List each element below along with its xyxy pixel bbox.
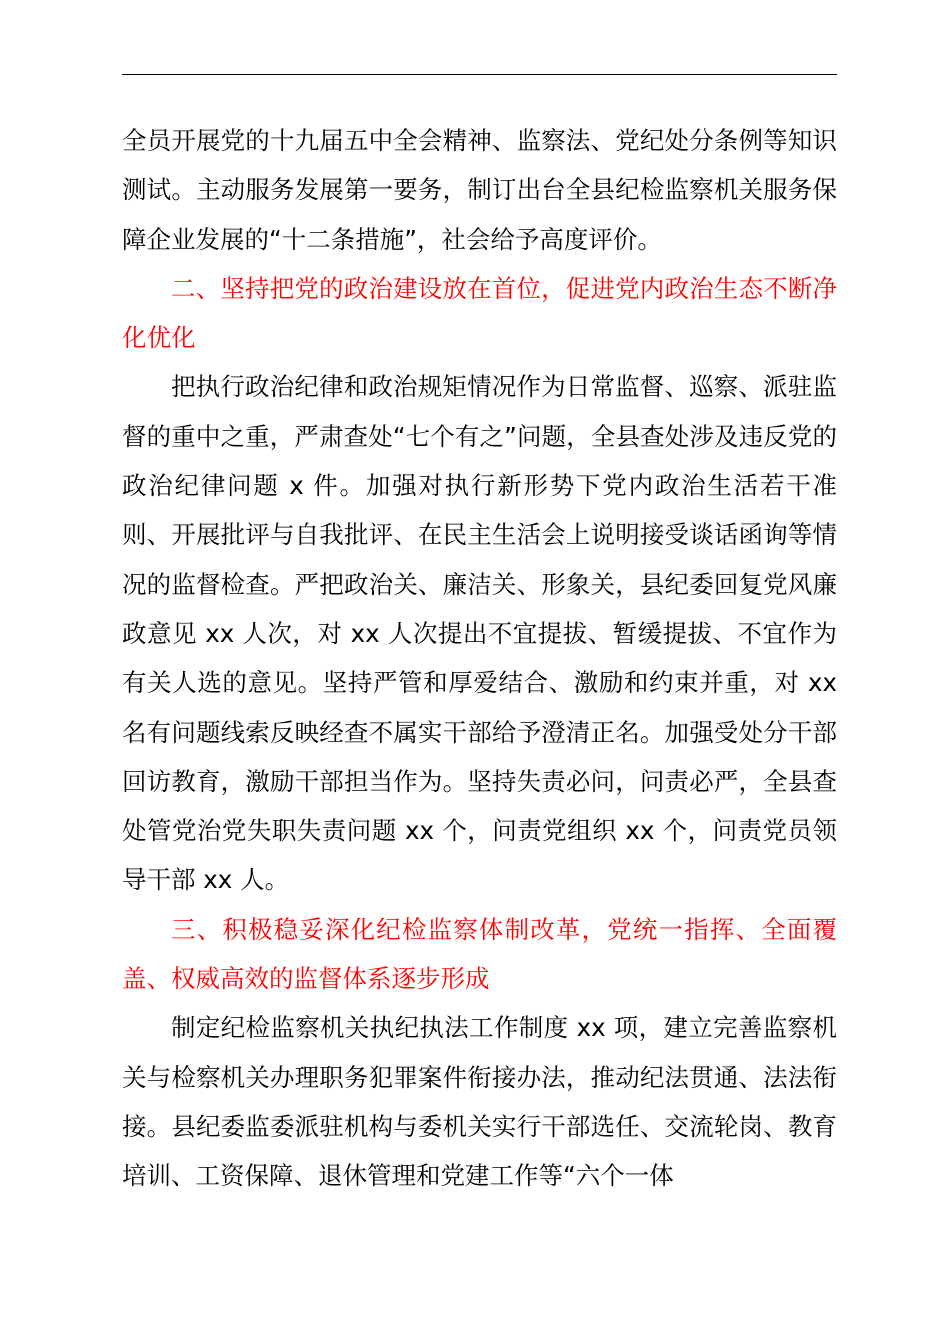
paragraph-1: 全员开展党的十九届五中全会精神、监察法、党纪处分条例等知识测试。主动服务发展第一要务，制订出台全县纪检监察机关服务保障企业发展的“十二条措施”，社会给予高度评价。 <box>122 126 837 254</box>
document-body <box>122 116 837 1201</box>
section-heading-2: 二、坚持把党的政治建设放在首位，促进党内政治生态不断净化优化 <box>122 273 837 353</box>
header-rule <box>122 74 837 75</box>
paragraph-3: 制定纪检监察机关执纪执法工作制度 xx 项，建立完善监察机关与检察机关办理职务犯罪案件衔接办法，推动纪法贯通、法法衔接。县纪委监委派驻机构与委机关实行干部选任、交流轮岗、教育培训、工资保障、退休管理和党建工作等“六个一体 <box>122 1013 837 1191</box>
section-heading-3: 三、积极稳妥深化纪检监察体制改革，党统一指挥、全面覆盖、权威高效的监督体系逐步形成 <box>122 914 837 994</box>
paragraph-2: 把执行政治纪律和政治规矩情况作为日常监督、巡察、派驻监督的重中之重，严肃查处“七个有之”问题，全县查处涉及违反党的政治纪律问题 x 件。加强对执行新形势下党内政治生活若干准则、开展批评与自我批评、在民主生活会上说明接受谈话函询等情况的监督检查。严把政治关、廉洁关、形象关，县纪委回复党风廉政意见 xx 人次，对 xx 人次提出不宜提拔、暂缓提拔、不宜作为有关人选的意见。坚持严管和厚爱结合、激励和约束并重，对 xx 名有问题线索反映经查不属实干部给予澄清正名。加强受处分干部回访教育，激励干部担当作为。坚持失责必问，问责必严，全县查处管党治党失职失责问题 xx 个，问责党组织 xx 个，问责党员领导干部 xx 人。 <box>122 372 837 895</box>
